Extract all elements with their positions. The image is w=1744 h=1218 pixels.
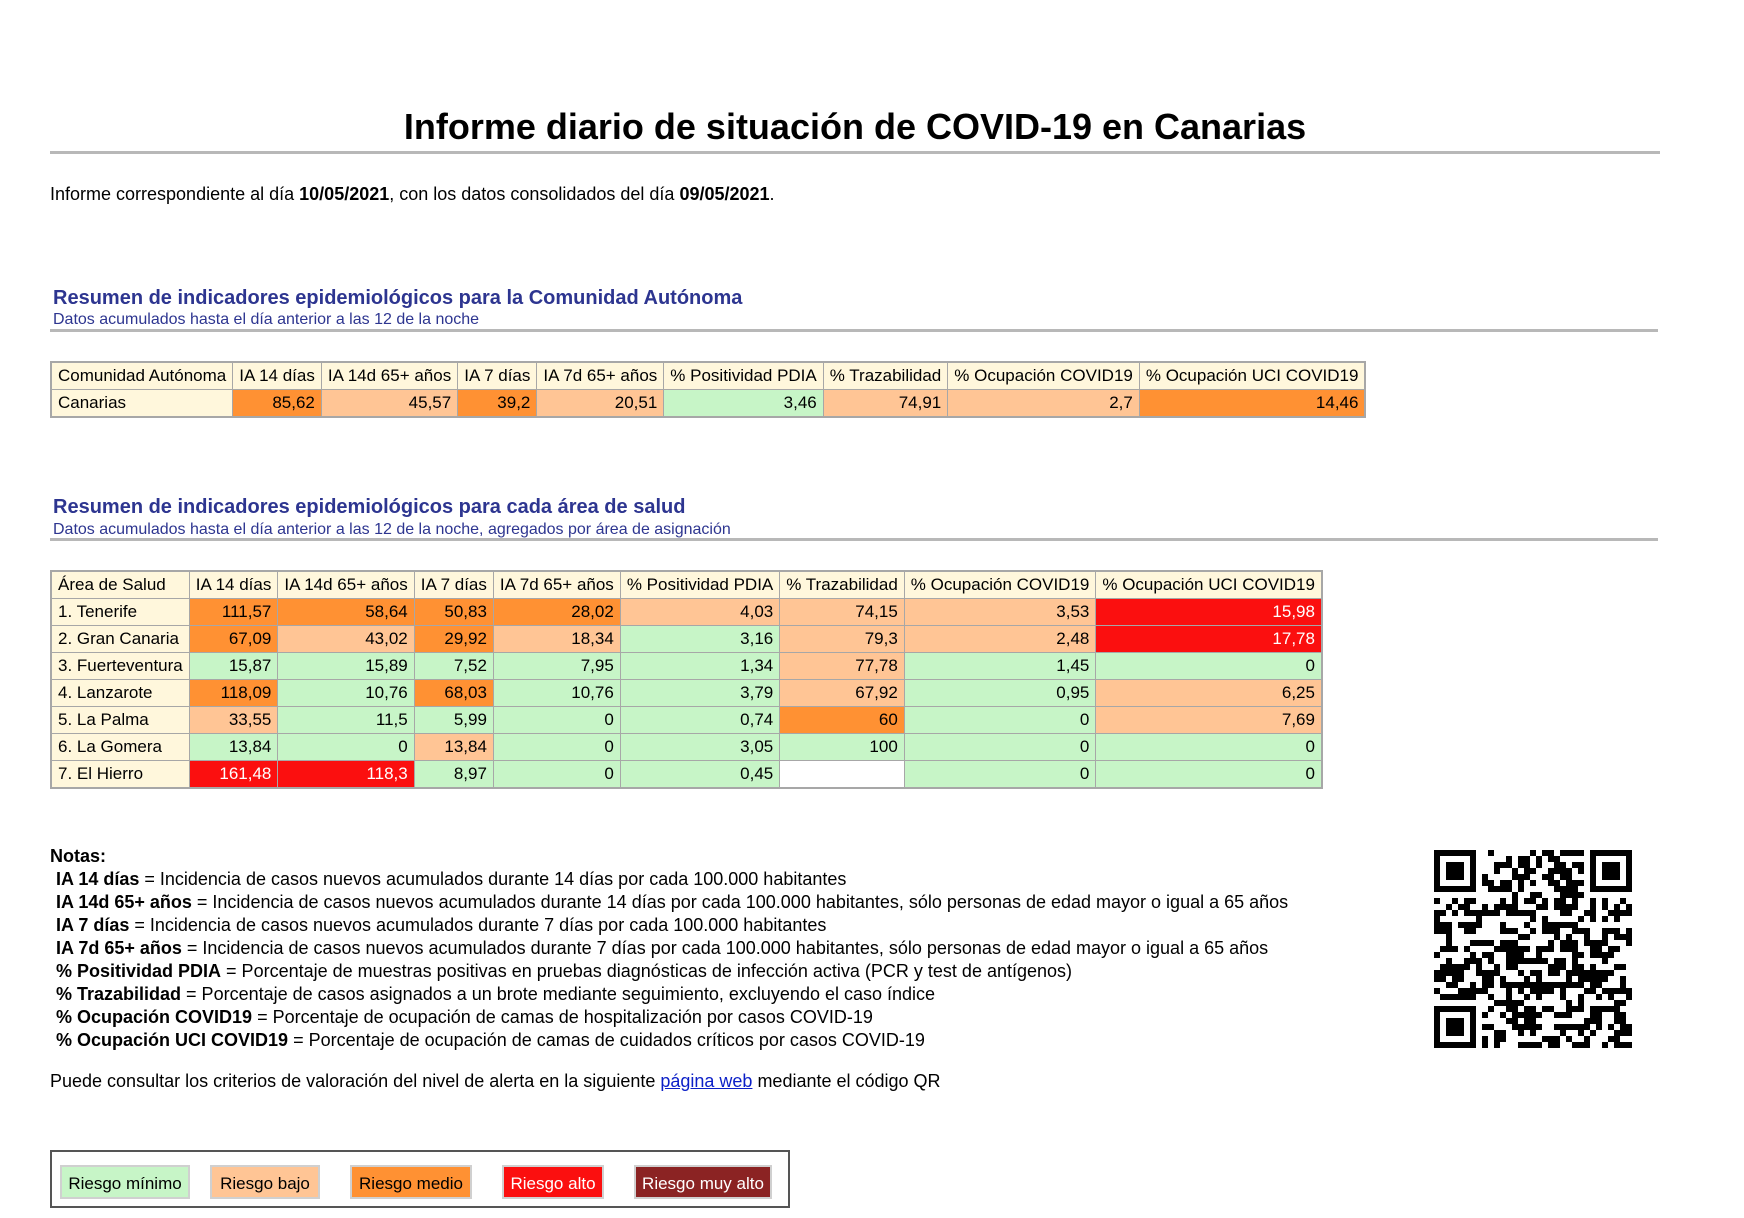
note-item (50, 891, 1288, 914)
notes-list (50, 868, 1288, 1052)
indicator-cell: 0,95 (904, 680, 1096, 707)
note-term: IA 7d 65+ años (56, 938, 182, 958)
indicator-cell: 15,89 (278, 653, 414, 680)
section-ca-subtitle: Datos acumulados hasta el día anterior a las 12 de la noche (53, 311, 480, 328)
notes-title: Notas: (50, 846, 107, 866)
footer-prefix: Puede consultar los criterios de valoración del nivel de alerta en la siguiente (50, 1071, 661, 1091)
footer-text (50, 1071, 941, 1092)
table-row (51, 761, 1322, 789)
table-row (51, 707, 1322, 734)
indicator-cell: 0,74 (620, 707, 779, 734)
note-definition: = Porcentaje de casos asignados a un brote mediante seguimiento, excluyendo el caso índice (181, 984, 936, 1004)
section-areas-subtitle: Datos acumulados hasta el día anterior a las 12 de la noche, agregados por área de asignación (53, 521, 731, 538)
indicator-cell: 20,51 (537, 390, 664, 418)
column-header: IA 14 días (189, 571, 278, 599)
section-areas-title: Resumen de indicadores epidemiológicos para cada área de salud (53, 496, 686, 518)
column-header: % Ocupación COVID19 (948, 362, 1140, 390)
note-definition: = Incidencia de casos nuevos acumulados durante 7 días por cada 100.000 habitantes, sólo personas de edad mayor o igual a 65 años (181, 938, 1269, 958)
indicator-cell: 3,53 (904, 599, 1096, 626)
column-header: % Trazabilidad (780, 571, 905, 599)
note-term: % Ocupación UCI COVID19 (56, 1030, 289, 1050)
indicator-cell: 3,46 (664, 390, 823, 418)
note-term: IA 14d 65+ años (56, 892, 192, 912)
indicator-cell: 0 (1096, 734, 1322, 761)
indicator-cell: 67,09 (189, 626, 278, 653)
footer-suffix: mediante el código QR (752, 1071, 941, 1091)
indicator-cell: 18,34 (493, 626, 620, 653)
indicator-cell: 85,62 (233, 390, 322, 418)
indicator-cell: 0,45 (620, 761, 779, 789)
report-date: 10/05/2021 (299, 184, 390, 204)
indicator-cell: 7,52 (414, 653, 493, 680)
indicator-cell: 0 (493, 761, 620, 789)
indicator-cell: 11,5 (278, 707, 414, 734)
ca-indicators-table (50, 361, 1366, 418)
indicator-cell: 13,84 (189, 734, 278, 761)
indicator-cell: 3,05 (620, 734, 779, 761)
row-label: 1. Tenerife (51, 599, 189, 626)
column-header: IA 7 días (458, 362, 537, 390)
indicator-cell: 5,99 (414, 707, 493, 734)
indicator-cell: 0 (493, 707, 620, 734)
indicator-cell: 17,78 (1096, 626, 1322, 653)
table-row (51, 599, 1322, 626)
indicator-cell: 58,64 (278, 599, 414, 626)
qr-code-icon[interactable] (1434, 850, 1632, 1048)
indicator-cell: 14,46 (1139, 390, 1365, 418)
note-item (50, 1006, 1288, 1029)
indicator-cell: 15,98 (1096, 599, 1322, 626)
indicator-cell: 2,48 (904, 626, 1096, 653)
indicator-cell: 45,57 (321, 390, 457, 418)
row-label: 5. La Palma (51, 707, 189, 734)
note-definition: = Porcentaje de ocupación de camas de cuidados críticos por casos COVID-19 (288, 1030, 925, 1050)
note-item (50, 1029, 1288, 1052)
report-intro (50, 184, 775, 205)
table-row (51, 626, 1322, 653)
indicator-cell: 0 (1096, 653, 1322, 680)
note-term: % Ocupación COVID19 (56, 1007, 253, 1027)
row-label: 4. Lanzarote (51, 680, 189, 707)
note-definition: = Porcentaje de ocupación de camas de hospitalización por casos COVID-19 (252, 1007, 873, 1027)
table-row (51, 390, 1365, 418)
indicator-cell: 79,3 (780, 626, 905, 653)
indicator-cell: 74,91 (823, 390, 948, 418)
note-definition: = Incidencia de casos nuevos acumulados durante 14 días por cada 100.000 habitantes, sólo personas de edad mayor o igual a 65 años (191, 892, 1289, 912)
areas-indicators-table (50, 570, 1323, 789)
indicator-cell: 0 (1096, 761, 1322, 789)
column-header: % Ocupación UCI COVID19 (1096, 571, 1322, 599)
column-header: % Trazabilidad (823, 362, 948, 390)
indicator-cell (780, 761, 905, 789)
indicator-cell: 1,45 (904, 653, 1096, 680)
note-item (50, 983, 1288, 1006)
section-ca-title: Resumen de indicadores epidemiológicos para la Comunidad Autónoma (53, 287, 743, 309)
column-header: % Ocupación COVID19 (904, 571, 1096, 599)
row-label: Canarias (51, 390, 233, 418)
column-header: % Ocupación UCI COVID19 (1139, 362, 1365, 390)
indicator-cell: 13,84 (414, 734, 493, 761)
note-item (50, 868, 1288, 891)
indicator-cell: 0 (904, 707, 1096, 734)
indicator-cell: 1,34 (620, 653, 779, 680)
indicator-cell: 3,16 (620, 626, 779, 653)
indicator-cell: 60 (780, 707, 905, 734)
table-header-row (51, 571, 1322, 599)
indicator-cell: 4,03 (620, 599, 779, 626)
indicator-cell: 2,7 (948, 390, 1140, 418)
indicator-cell: 118,09 (189, 680, 278, 707)
note-definition: = Incidencia de casos nuevos acumulados durante 7 días por cada 100.000 habitantes (129, 915, 827, 935)
column-header: % Positividad PDIA (620, 571, 779, 599)
indicator-cell: 0 (493, 734, 620, 761)
intro-prefix: Informe correspondiente al día (50, 184, 300, 204)
indicator-cell: 0 (278, 734, 414, 761)
section-ca-divider (50, 329, 1658, 332)
column-header: Área de Salud (51, 571, 189, 599)
column-header: IA 14 días (233, 362, 322, 390)
legend-bajo: Riesgo bajo (210, 1165, 320, 1199)
indicator-cell: 10,76 (278, 680, 414, 707)
note-item (50, 960, 1288, 983)
section-areas-divider (50, 538, 1658, 541)
note-term: IA 14 días (56, 869, 140, 889)
indicator-cell: 161,48 (189, 761, 278, 789)
note-definition: = Incidencia de casos nuevos acumulados durante 14 días por cada 100.000 habitantes (139, 869, 847, 889)
risk-legend (50, 1150, 790, 1208)
note-term: IA 7 días (56, 915, 130, 935)
note-item (50, 914, 1288, 937)
indicator-cell: 100 (780, 734, 905, 761)
indicator-cell: 50,83 (414, 599, 493, 626)
indicator-cell: 29,92 (414, 626, 493, 653)
column-header: IA 14d 65+ años (278, 571, 414, 599)
indicator-cell: 0 (904, 761, 1096, 789)
indicator-cell: 6,25 (1096, 680, 1322, 707)
intro-middle: , con los datos consolidados del día (389, 184, 680, 204)
row-label: 3. Fuerteventura (51, 653, 189, 680)
column-header: IA 7d 65+ años (493, 571, 620, 599)
title-divider (50, 151, 1660, 154)
indicator-cell: 8,97 (414, 761, 493, 789)
note-item (50, 937, 1288, 960)
column-header: % Positividad PDIA (664, 362, 823, 390)
notes (50, 845, 1288, 1052)
indicator-cell: 7,69 (1096, 707, 1322, 734)
indicator-cell: 74,15 (780, 599, 905, 626)
column-header: IA 7d 65+ años (537, 362, 664, 390)
indicator-cell: 3,79 (620, 680, 779, 707)
indicator-cell: 68,03 (414, 680, 493, 707)
table-row (51, 653, 1322, 680)
indicator-cell: 118,3 (278, 761, 414, 789)
legend-alto: Riesgo alto (502, 1165, 604, 1199)
indicator-cell: 7,95 (493, 653, 620, 680)
note-term: % Positividad PDIA (56, 961, 222, 981)
table-row (51, 680, 1322, 707)
row-label: 2. Gran Canaria (51, 626, 189, 653)
legend-minimo: Riesgo mínimo (60, 1165, 190, 1199)
legend-medio: Riesgo medio (350, 1165, 472, 1199)
indicator-cell: 43,02 (278, 626, 414, 653)
column-header: IA 14d 65+ años (321, 362, 457, 390)
column-header: Comunidad Autónoma (51, 362, 233, 390)
data-date: 09/05/2021 (679, 184, 770, 204)
note-term: % Trazabilidad (56, 984, 182, 1004)
note-definition: = Porcentaje de muestras positivas en pruebas diagnósticas de infección activa (PCR y test de antígenos) (221, 961, 1073, 981)
indicator-cell: 67,92 (780, 680, 905, 707)
indicator-cell: 15,87 (189, 653, 278, 680)
page-title: Informe diario de situación de COVID-19 en Canarias (403, 106, 1307, 147)
table-row (51, 734, 1322, 761)
legend-muy-alto: Riesgo muy alto (634, 1165, 772, 1199)
row-label: 6. La Gomera (51, 734, 189, 761)
table-header-row (51, 362, 1365, 390)
row-label: 7. El Hierro (51, 761, 189, 789)
intro-suffix: . (769, 184, 775, 204)
indicator-cell: 0 (904, 734, 1096, 761)
indicator-cell: 39,2 (458, 390, 537, 418)
indicator-cell: 10,76 (493, 680, 620, 707)
indicator-cell: 77,78 (780, 653, 905, 680)
indicator-cell: 28,02 (493, 599, 620, 626)
column-header: IA 7 días (414, 571, 493, 599)
indicator-cell: 111,57 (189, 599, 278, 626)
indicator-cell: 33,55 (189, 707, 278, 734)
criteria-web-link[interactable]: página web (660, 1071, 753, 1091)
